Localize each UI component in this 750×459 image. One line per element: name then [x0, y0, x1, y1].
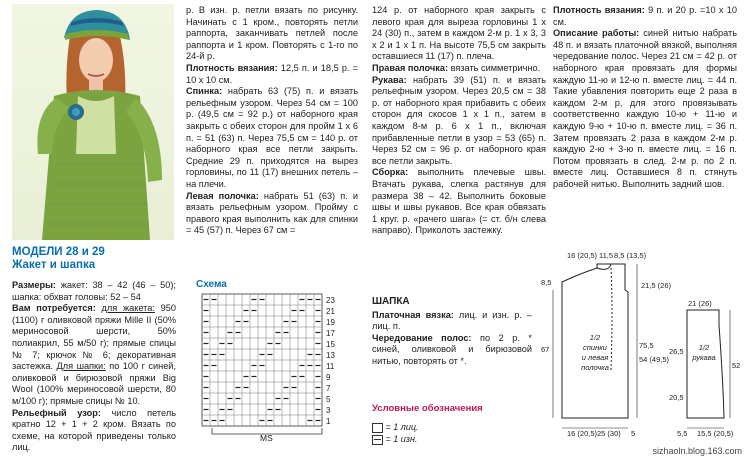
row-number: 1 — [326, 417, 331, 426]
hat-materials-label: Для шапки: — [56, 361, 106, 372]
left-front-text: набрать 51 (63) п. и вязать рельефным узором. Пройму с правого края выполнить как для спинки = 45 (57) п. Через 67 см = — [186, 190, 358, 236]
relief-pattern-paragraph — [12, 408, 176, 454]
left-front-label: Левая полочка: — [186, 190, 259, 201]
repeat-indicator — [204, 428, 330, 442]
sizes-text: жакет: 38 – 42 (46 – 50); шапка: обхват головы: 52 – 54 — [12, 280, 176, 302]
scheme-heading: Схема — [196, 279, 227, 290]
column-2 — [186, 5, 358, 237]
garter-text: лиц. и изн. р. – лиц. п. — [372, 309, 532, 332]
dim-sleeve-20-5: 20,5 — [669, 393, 684, 402]
work-description-paragraph — [553, 28, 737, 190]
materials-label: Вам потребуется: — [12, 303, 96, 314]
neckline — [597, 264, 611, 269]
sleeves-paragraph — [372, 75, 546, 168]
stripes-paragraph — [372, 333, 532, 368]
garter-paragraph — [372, 310, 532, 333]
assembly-paragraph — [372, 167, 546, 237]
garter-label: Платочная вязка: — [372, 309, 454, 320]
sleeve-label-2: рукава — [692, 353, 716, 362]
knit-symbol-icon — [372, 423, 383, 433]
dim-top-neck: 16 (20,5) — [567, 251, 598, 260]
back-paragraph — [186, 86, 358, 190]
legend-item-purl — [372, 433, 419, 445]
column-4 — [553, 5, 737, 191]
column-3 — [372, 5, 546, 237]
dim-top-8-5: 8,5 (13,5) — [614, 251, 647, 260]
sleeves-label: Рукава: — [372, 74, 407, 85]
body-label-1: 1/2 — [589, 333, 601, 342]
relief-pattern-text: число петель кратно 12 + 1 + 2 кром. Вязать по схеме, на которой приведены только лиц. — [12, 407, 176, 453]
work-description-label: Описание работы: — [553, 28, 640, 39]
dim-right-21-5: 21,5 (26) — [641, 281, 672, 290]
jacket-materials-label: для жакета: — [101, 303, 155, 314]
knitting-chart — [200, 292, 340, 428]
row-number: 7 — [326, 384, 331, 393]
dim-sleeve-top: 21 (26) — [688, 299, 712, 308]
back-text: набрать 63 (75) п. и вязать рельефным узором. Через 54 см = 100 р. (49,5 см = 92 р.) от наборного края закрыть с обеих сторон для пройм 1 х 6 п. = 51 (63) п. Через 75,5 см = 140 р. от наборного края все петли закрыть. Средние 29 п. приходятся на вырез горловины, по 11 (17) внешних петель – на плечи. — [186, 86, 358, 189]
work-description-text: синей нитью набрать 48 п. и вязать платочной вязкой, выполняя чередование полос. Через 21 см = 42 р. от наборного края провязать для формы каждую 11-ю и 12-ю п. вместе лиц. = 44 п. Такие убавления повторить еще 2 раза в каждом 2-м р, для этого провязывать соответственно каждую 10-ю + 11-ю и каждую 9-ю + 10-ю п. вместе лиц. = 36 п. Затем провязать 2 раза в каждом 2-м р. каждую 2-ю + 3-ю п. вместе лиц. = 16 п. Потом провязать в след. 2-м р. по 2 п. вместе лиц. Оставшиеся 8 п. стянуть рабочей нитью. Выполнить задний шов. — [553, 28, 737, 189]
purl-symbol-icon — [372, 435, 383, 445]
model-illustration — [12, 4, 174, 240]
density-text: 12,5 п. и 18,5 р. = 10 х 10 см. — [186, 62, 358, 85]
relief-pattern-label: Рельефный узор: — [12, 407, 101, 418]
hat-heading: ШАПКА — [372, 296, 410, 307]
density-label: Плотность вязания: — [186, 62, 278, 73]
dim-sleeve-5-5: 5,5 — [677, 429, 688, 438]
row-number: 3 — [326, 406, 331, 415]
model-photo — [12, 4, 174, 240]
row-number: 17 — [326, 329, 335, 338]
dim-right-75-5: 75,5 — [639, 341, 654, 350]
stripes-text: по 2 р. * синей, оливковой и бирюзовой нитью, повторять от *. — [372, 332, 532, 366]
legend — [372, 421, 419, 445]
knitting-chart-grid — [200, 292, 342, 430]
col3-intro: 124 р. от наборного края закрыть с левого края для выреза горловины 1 х 24 (30) п., затем в каждом 2-м р. 1 х 3, 3 х 2 и 1 х 1 п. На высоте 75,5 см закрыть оставшиеся 11 (17) п. плеча. — [372, 5, 546, 62]
row-number: 23 — [326, 296, 335, 305]
hat-density-label: Плотность вязания: — [553, 5, 645, 15]
body-label-2: спинки — [583, 343, 607, 352]
hat-density-paragraph — [553, 5, 737, 28]
dim-bottom-5: 5 — [631, 429, 636, 438]
back-label: Спинка: — [186, 86, 223, 97]
sizes-paragraph — [12, 280, 176, 303]
dim-sleeve-26-5: 26,5 — [669, 347, 684, 356]
row-number: 15 — [326, 340, 335, 349]
sleeves-text: набрать 39 (51) п. и вязать рельефным узором. Через 20,5 см = 38 р. от наборного края прибавить с обеих сторон для скосов 1 х 1 п., затем в каждом 8-м р. 6 х 1 п., включая прибавленные петли в узор = 53 (65) п. Через 52 см = 96 р. от наборного края все петли закрыть. — [372, 74, 546, 166]
right-front-paragraph — [372, 63, 546, 75]
row-number: 21 — [326, 307, 335, 316]
row-number: 9 — [326, 373, 331, 382]
model-subtitle: Жакет и шапка — [12, 259, 96, 271]
sizes-label: Размеры: — [12, 280, 56, 290]
materials-paragraph — [12, 303, 176, 407]
body-label-3: и левая — [581, 353, 609, 362]
repeat-label: MS — [260, 433, 273, 443]
right-front-label: Правая полочка: — [372, 62, 449, 73]
right-front-text: вязать симметрично. — [448, 62, 541, 73]
hat-materials-text: по 100 г синей, оливковой и бирюзовой пряжи Big Wool (100% мериносовой шерсти, 80 м/100 г); прямые спицы № 10. — [12, 361, 176, 406]
assembly-text: выполнить плечевые швы. Втачать рукава, слегка растянув для размера 38 – 42. Выполнить боковые швы и швы рукавов. Все края обвязать 1 круг. р. «рачего шага» (= ст. б/н слева направо). Приколоть застежку. — [372, 167, 546, 236]
dim-bottom-left: 16 (20,5) — [567, 429, 598, 438]
row-number: 19 — [326, 318, 335, 327]
pattern-drawings — [535, 240, 750, 440]
model-title: МОДЕЛИ 28 и 29 — [12, 246, 105, 258]
row-number: 11 — [326, 362, 335, 371]
body-label-4: полочка — [581, 363, 609, 372]
hat-density-text: 9 п. и 20 р. =10 х 10 см. — [553, 5, 737, 27]
jacket-materials-text: 950 (1100) г оливковой пряжи Mille II (50% мериносовой шерсти, 50% полиакрил, 55 м/50 г); прямые спицы № 7; крючок № 6; декоративная застежка. — [12, 303, 176, 372]
left-front-paragraph — [186, 191, 358, 237]
dim-left-67: 67 — [541, 345, 550, 354]
legend-item-knit — [372, 421, 419, 433]
sleeve-outline — [687, 310, 724, 418]
dim-sleeve-bottom: 15,5 (20,5) — [697, 429, 734, 438]
sleeve-label-1: 1/2 — [698, 343, 710, 352]
dim-top-11-5: 11,5 — [599, 251, 614, 260]
dim-bottom-right: 25 (30) — [597, 429, 621, 438]
col2-intro: р. В изн. р. петли вязать по рисунку. Начинать с 1 кром., повторять петли раппорта, заканчивать петлей после раппорта и 1 кром. Повторять с 1-го по 24-й р. — [186, 5, 358, 62]
dim-right-54: 54 (49,5) — [639, 355, 670, 364]
dim-sleeve-52: 52 — [732, 361, 741, 370]
dim-left-8-5: 8,5 — [541, 278, 552, 287]
legend-purl-label: = 1 изн. — [385, 434, 418, 444]
column-1 — [12, 246, 176, 454]
front-neck-line — [611, 268, 612, 370]
legend-knit-label: = 1 лиц. — [385, 422, 419, 432]
stripes-label: Чередование полос: — [372, 332, 472, 343]
legend-heading: Условные обозначения — [372, 403, 483, 414]
blog-watermark: sizhaoln.blog.163.com — [652, 446, 742, 456]
row-number: 13 — [326, 351, 335, 360]
hat-section — [372, 296, 532, 368]
density-paragraph — [186, 63, 358, 86]
row-number: 5 — [326, 395, 331, 404]
assembly-label: Сборка: — [372, 167, 409, 178]
